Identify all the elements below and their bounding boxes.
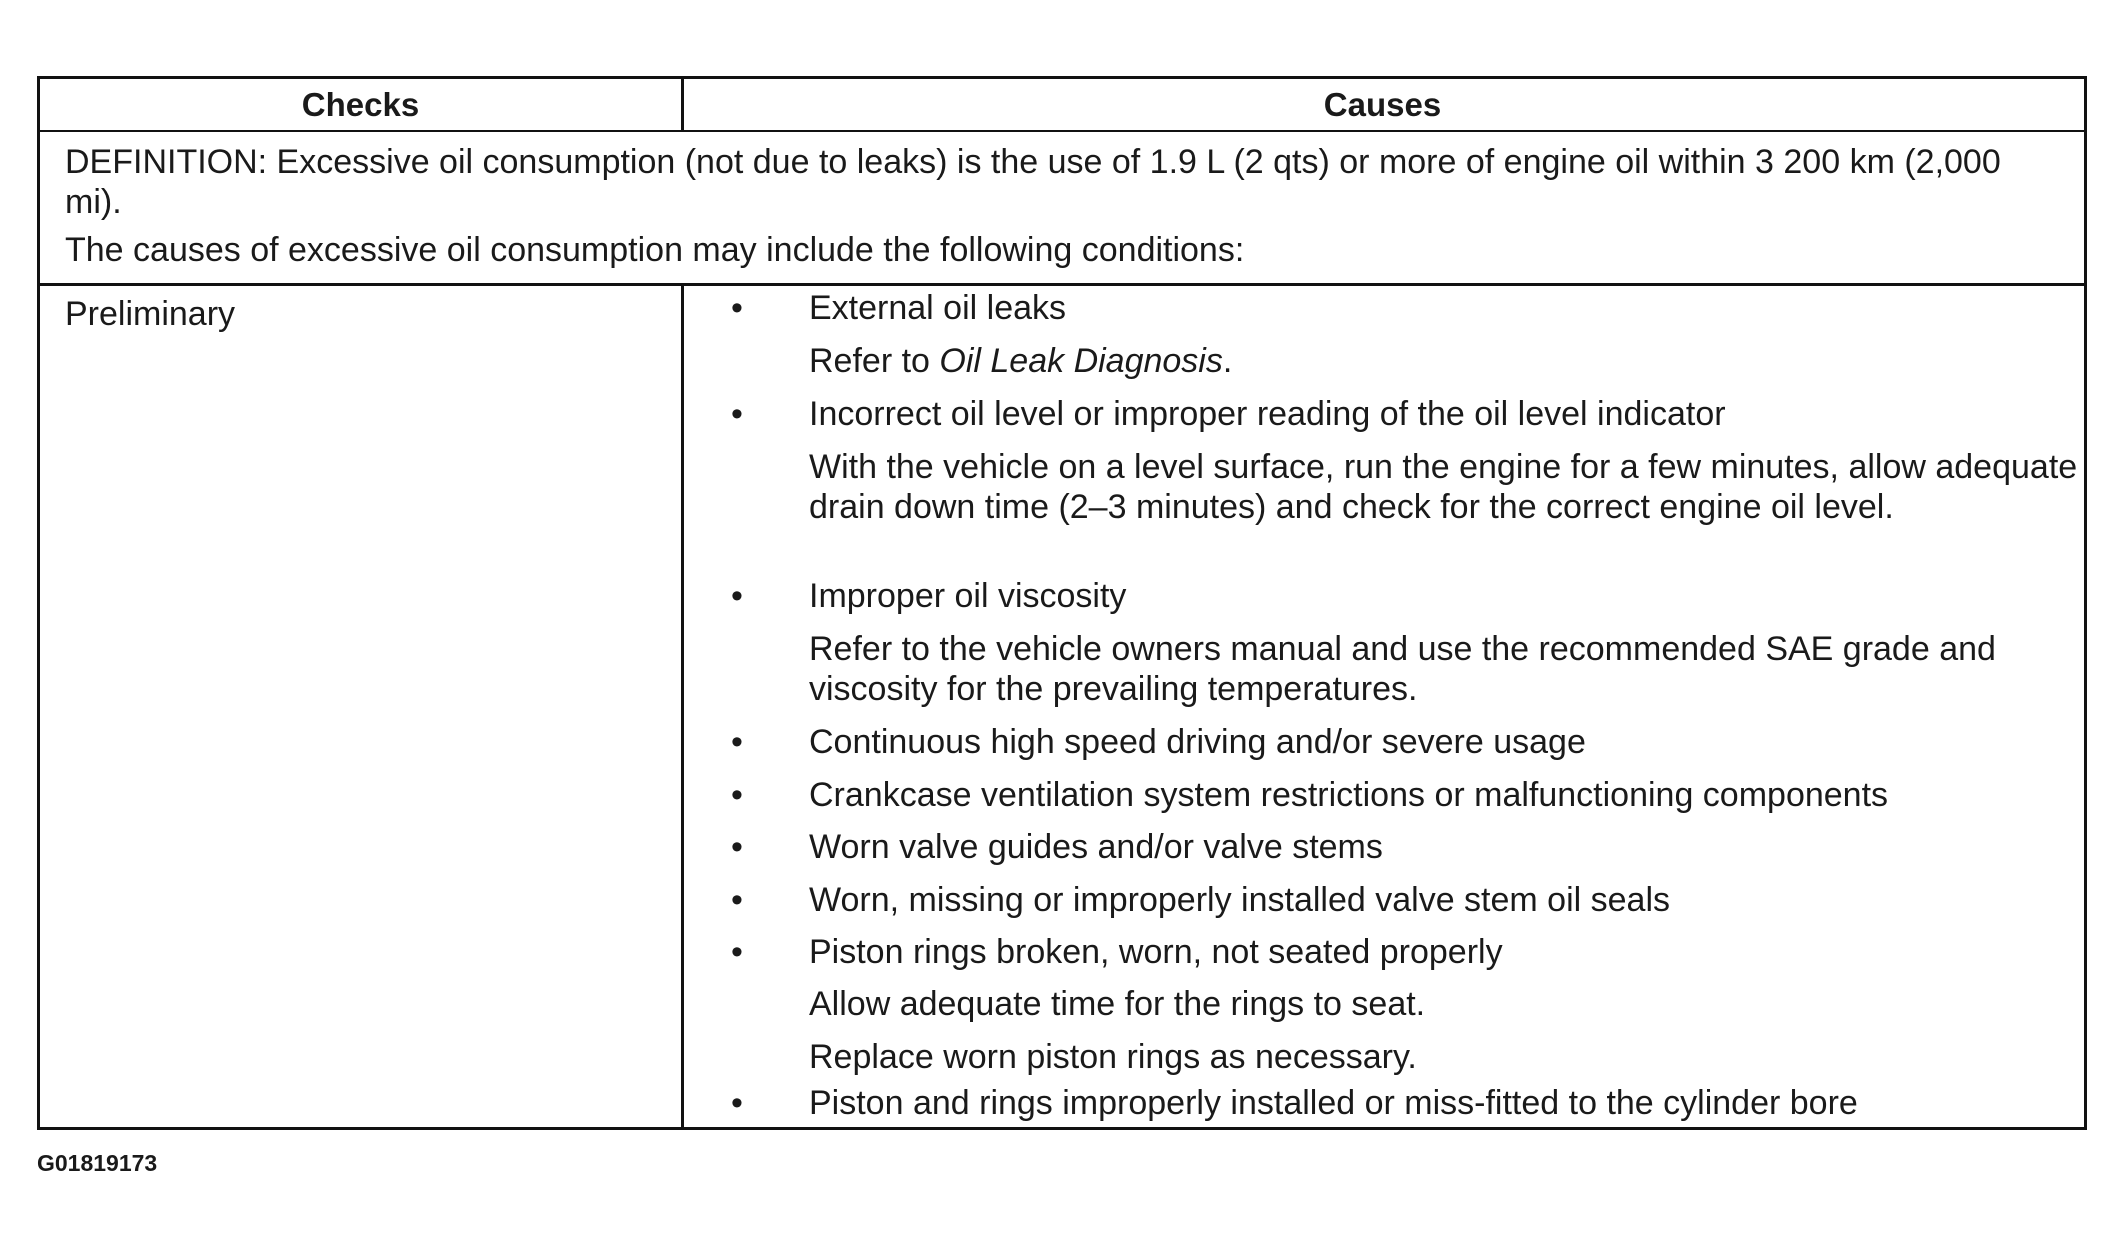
- cause-text: Worn, missing or improperly installed valve stem oil seals: [809, 881, 1671, 919]
- cause-text: Improper oil viscosity: [809, 577, 1127, 615]
- cause-note: Replace worn piston rings as necessary.: [809, 1038, 1417, 1076]
- column-divider: [681, 79, 684, 132]
- cause-note: With the vehicle on a level surface, run the engine for a few minutes, allow adequate drain down time (2–3 minutes) and check for the correct engine oil level.: [809, 448, 2078, 526]
- cause-text: Continuous high speed driving and/or severe usage: [809, 723, 1586, 761]
- definition-block: [40, 132, 2084, 286]
- bullet-glyph: •: [731, 395, 743, 433]
- table-header-row: [40, 79, 2084, 132]
- cause-text: Incorrect oil level or improper reading of the oil level indicator: [809, 395, 1726, 433]
- header-checks: Checks: [301, 85, 420, 123]
- oil-leak-diagnosis-reference: Oil Leak Diagnosis: [939, 342, 1223, 380]
- cause-note: Refer to the vehicle owners manual and use the recommended SAE grade and viscosity for the prevailing temperatures.: [809, 630, 1996, 708]
- column-divider: [681, 286, 684, 1127]
- cause-note: Allow adequate time for the rings to seat.: [809, 985, 1426, 1023]
- bullet-glyph: •: [731, 776, 743, 814]
- cause-text: Piston rings broken, worn, not seated properly: [809, 933, 1503, 971]
- bullet-glyph: •: [731, 828, 743, 866]
- bullet-glyph: •: [731, 577, 743, 615]
- check-label: Preliminary: [65, 295, 236, 333]
- cause-note: Refer to Oil Leak Diagnosis.: [809, 342, 1233, 380]
- cause-text: Piston and rings improperly installed or miss-fitted to the cylinder bore: [809, 1084, 1858, 1122]
- bullet-glyph: •: [731, 933, 743, 971]
- bullet-glyph: •: [731, 723, 743, 761]
- cause-text: External oil leaks: [809, 289, 1067, 327]
- bullet-glyph: •: [731, 289, 743, 327]
- bullet-glyph: •: [731, 1084, 743, 1122]
- cause-text: Crankcase ventilation system restrictions or malfunctioning components: [809, 776, 1889, 814]
- intro-text: The causes of excessive oil consumption may include the following conditions:: [65, 231, 1245, 269]
- definition-text: DEFINITION: Excessive oil consumption (not due to leaks) is the use of 1.9 L (2 qts) or more of engine oil within 3 200 km (2,000 mi).: [65, 143, 2001, 221]
- table-body-row: [40, 286, 2084, 1127]
- header-causes: Causes: [1323, 85, 1442, 123]
- bullet-glyph: •: [731, 881, 743, 919]
- figure-id: G01819173: [37, 1150, 158, 1176]
- cause-text: Worn valve guides and/or valve stems: [809, 828, 1383, 866]
- oil-consumption-table: [37, 76, 2087, 1130]
